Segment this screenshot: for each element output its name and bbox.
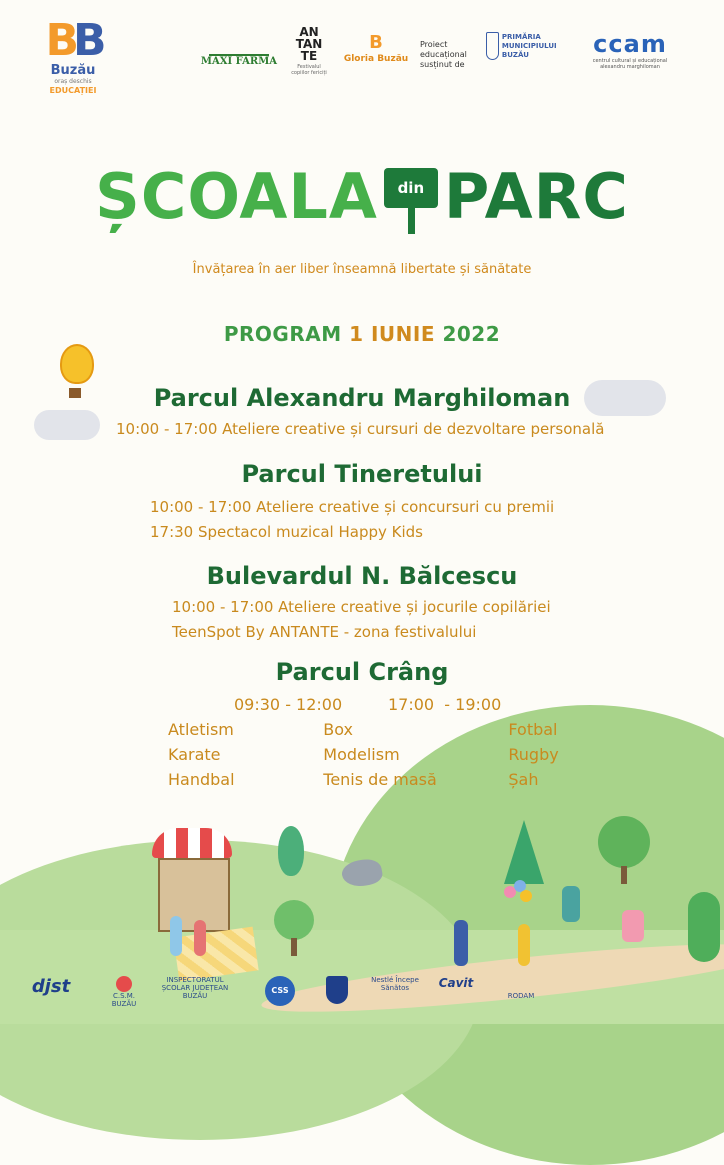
coat-of-arms-icon bbox=[486, 32, 499, 60]
sport-item: Box bbox=[323, 720, 354, 739]
hot-air-balloon-icon bbox=[60, 344, 94, 384]
schedule-time: 09:30 - 12:00 bbox=[234, 695, 343, 714]
poster-subtitle: Învățarea în aer liber înseamnă libertate și sănătate bbox=[192, 262, 532, 277]
logo-label: MAXI FARMA bbox=[200, 56, 278, 67]
antante-logo bbox=[288, 26, 330, 76]
logo-label: Gloria Buzău bbox=[343, 54, 409, 64]
sport-item: Tenis de masă bbox=[323, 770, 437, 789]
pine-tree-icon bbox=[504, 820, 544, 884]
sports-list bbox=[168, 720, 588, 795]
logo-label: AN TAN TE bbox=[295, 25, 323, 63]
sport-item: Rugby bbox=[508, 745, 559, 764]
tree-trunk bbox=[621, 866, 627, 884]
djst-logo: djst bbox=[31, 976, 71, 997]
buzau-city-logo: BB Buzău oraș deschis EDUCAȚIEI bbox=[38, 18, 108, 128]
logo-label: PRIMĂRIA MUNICIPIULUI BUZĂU bbox=[501, 32, 557, 59]
sponsor-strip bbox=[0, 976, 724, 1024]
person-figure bbox=[622, 910, 644, 942]
ccam-logo bbox=[580, 30, 680, 70]
title-word-scoala: ȘCOALA bbox=[95, 160, 378, 233]
program-day: 1 IUNIE bbox=[349, 322, 435, 346]
sport-item: Fotbal bbox=[508, 720, 558, 739]
csm-buzau-logo: C.S.M. BUZĂU bbox=[104, 976, 144, 1008]
balloons-icon bbox=[504, 880, 534, 910]
cavit-logo: Cavit bbox=[438, 976, 474, 990]
tree-icon bbox=[598, 816, 650, 868]
person-figure bbox=[170, 916, 182, 956]
gloria-buzau-logo: B Gloria Buzău bbox=[338, 32, 414, 64]
schedule-time: 17:00 - 19:00 bbox=[388, 695, 502, 714]
rodam-logo: RODAM bbox=[507, 992, 535, 1000]
program-heading bbox=[0, 322, 724, 346]
tree-trunk bbox=[291, 938, 297, 956]
nestle-logo: Nestlé Începe Sănătos bbox=[371, 976, 419, 992]
logo-sub: Festivalul copiilor fericiți bbox=[291, 64, 327, 76]
schedule-line: 10:00 - 17:00 Ateliere creative și cursuri de dezvoltare personală bbox=[116, 420, 605, 438]
logo-motto: EDUCAȚIEI bbox=[49, 86, 97, 95]
poster-title bbox=[0, 160, 724, 234]
person-figure bbox=[454, 920, 468, 966]
tree-icon bbox=[274, 900, 314, 940]
park-name: Bulevardul N. Bălcescu bbox=[206, 562, 518, 590]
program-year: 2022 bbox=[442, 322, 501, 346]
sports-row bbox=[168, 770, 588, 795]
market-stall-roof bbox=[152, 828, 232, 858]
logo-mark: ccam bbox=[593, 30, 667, 58]
sport-item: Atletism bbox=[168, 720, 234, 739]
person-figure bbox=[194, 920, 206, 956]
maxi-farma-logo bbox=[198, 40, 280, 67]
park-name: Parcul Tineretului bbox=[241, 460, 483, 488]
signpost-icon bbox=[384, 160, 438, 234]
program-label: PROGRAM bbox=[223, 322, 342, 346]
isj-buzau-logo: INSPECTORATUL ȘCOLAR JUDEȚEAN BUZĂU bbox=[161, 976, 229, 1000]
sport-item: Handbal bbox=[168, 770, 235, 789]
park-name: Parcul Alexandru Marghiloman bbox=[153, 384, 571, 412]
person-figure bbox=[562, 886, 580, 922]
logo-sub: centrul cultural și educațional alexandru marghiloman bbox=[592, 58, 668, 70]
primaria-logo bbox=[486, 32, 564, 60]
project-note: Proiect educațional susținut de bbox=[420, 40, 467, 69]
cloud-left bbox=[34, 410, 100, 440]
css-logo: CSS bbox=[262, 976, 298, 1006]
park-name: Parcul Crâng bbox=[275, 658, 449, 686]
sports-row bbox=[168, 745, 588, 770]
tree-icon bbox=[688, 892, 720, 962]
logo-tagline: oraș deschis bbox=[54, 78, 92, 85]
schedule-line: 10:00 - 17:00 Ateliere creative și jocurile copilăriei bbox=[172, 598, 551, 616]
market-stall bbox=[158, 858, 230, 932]
sport-item: Karate bbox=[168, 745, 221, 764]
logo-title: Buzău bbox=[50, 63, 96, 78]
schedule-line: 10:00 - 17:00 Ateliere creative și concursuri cu premii bbox=[150, 498, 555, 516]
schedule-line: TeenSpot By ANTANTE - zona festivalului bbox=[172, 623, 477, 641]
person-figure bbox=[518, 924, 530, 966]
tree-icon bbox=[278, 826, 304, 876]
sport-item: Modelism bbox=[323, 745, 400, 764]
sport-item: Șah bbox=[508, 770, 539, 789]
sports-row bbox=[168, 720, 588, 745]
title-sign-text: din bbox=[384, 168, 438, 208]
club-crest-icon bbox=[322, 976, 352, 1004]
title-word-parc: PARC bbox=[443, 160, 629, 233]
schedule-line: 17:30 Spectacol muzical Happy Kids bbox=[150, 523, 423, 541]
